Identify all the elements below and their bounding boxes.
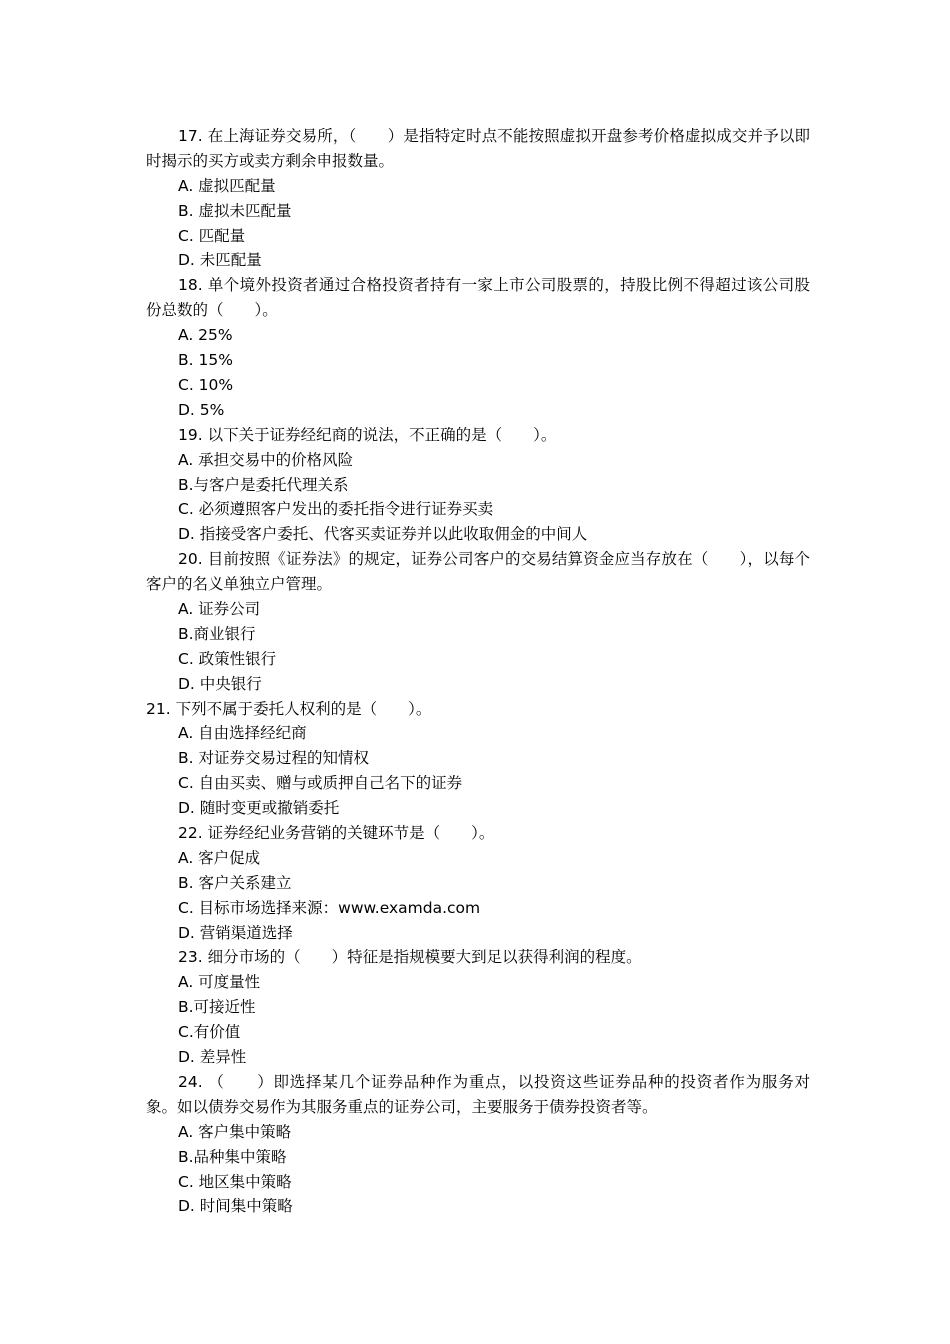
question-stem: 21. 下列不属于委托人权利的是（ ）。 [146,699,432,718]
option-b: B. 客户关系建立 [178,873,292,892]
question-23 [146,945,810,1069]
question-19 [146,423,810,547]
option-d: D. 中央银行 [178,674,262,693]
option-b: B.与客户是委托代理关系 [178,475,349,494]
question-stem: 23. 细分市场的（ ）特征是指规模要大到足以获得利润的程度。 [178,948,642,967]
option-c: C. 10% [178,375,234,394]
option-a: A. 承担交易中的价格风险 [178,450,354,469]
option-a: A. 可度量性 [178,973,261,992]
option-b: B.品种集中策略 [178,1147,287,1166]
question-22 [146,821,810,945]
question-stem: 20. 目前按照《证券法》的规定，证券公司客户的交易结算资金应当存放在（ ），以每个客户的名义单独立户管理。 [146,550,810,594]
option-c: C. 地区集中策略 [178,1172,292,1191]
option-b: B.商业银行 [178,624,256,643]
option-c: C. 政策性银行 [178,649,277,668]
option-d: D. 未匹配量 [178,251,262,270]
question-stem: 19. 以下关于证券经纪商的说法，不正确的是（ ）。 [178,425,557,444]
option-a: A. 证券公司 [178,600,261,619]
option-b: B.可接近性 [178,998,256,1017]
option-a: A. 客户集中策略 [178,1122,292,1141]
option-d: D. 时间集中策略 [178,1197,293,1216]
question-stem: 22. 证券经纪业务营销的关键环节是（ ）。 [178,824,495,843]
option-d: D. 5% [178,400,225,419]
option-a: A. 虚拟匹配量 [178,176,276,195]
question-stem: 17. 在上海证券交易所，（ ）是指特定时点不能按照虚拟开盘参考价格虚拟成交并予以即时揭示的买方或卖方剩余申报数量。 [146,127,810,170]
option-c: C. 自由买卖、赠与或质押自己名下的证券 [178,774,463,793]
question-stem: 18. 单个境外投资者通过合格投资者持有一家上市公司股票的，持股比例不得超过该公司股份总数的（ ）。 [146,276,810,320]
option-d: D. 指接受客户委托、代客买卖证券并以此收取佣金的中间人 [178,525,588,544]
option-a: A. 25% [178,326,233,345]
question-24 [146,1070,810,1219]
option-a: A. 客户促成 [178,848,261,867]
option-d: D. 差异性 [178,1048,247,1067]
option-c: C.有价值 [178,1023,241,1042]
question-21 [146,697,810,821]
question-17 [146,124,810,273]
option-c: C. 必须遵照客户发出的委托指令进行证券买卖 [178,500,494,519]
option-c: C. 目标市场选择来源：www.examda.com [178,898,481,917]
question-20 [146,547,810,696]
option-a: A. 自由选择经纪商 [178,724,307,743]
option-b: B. 15% [178,351,233,370]
option-b: B. 对证券交易过程的知情权 [178,749,369,768]
option-d: D. 随时变更或撤销委托 [178,799,340,818]
option-b: B. 虚拟未匹配量 [178,201,292,220]
question-list [146,124,810,1219]
question-18 [146,273,810,422]
option-c: C. 匹配量 [178,226,246,245]
option-d: D. 营销渠道选择 [178,923,293,942]
question-stem: 24. （ ）即选择某几个证券品种作为重点，以投资这些证券品种的投资者作为服务对象。如以债券交易作为其服务重点的证券公司，主要服务于债券投资者等。 [146,1072,810,1116]
